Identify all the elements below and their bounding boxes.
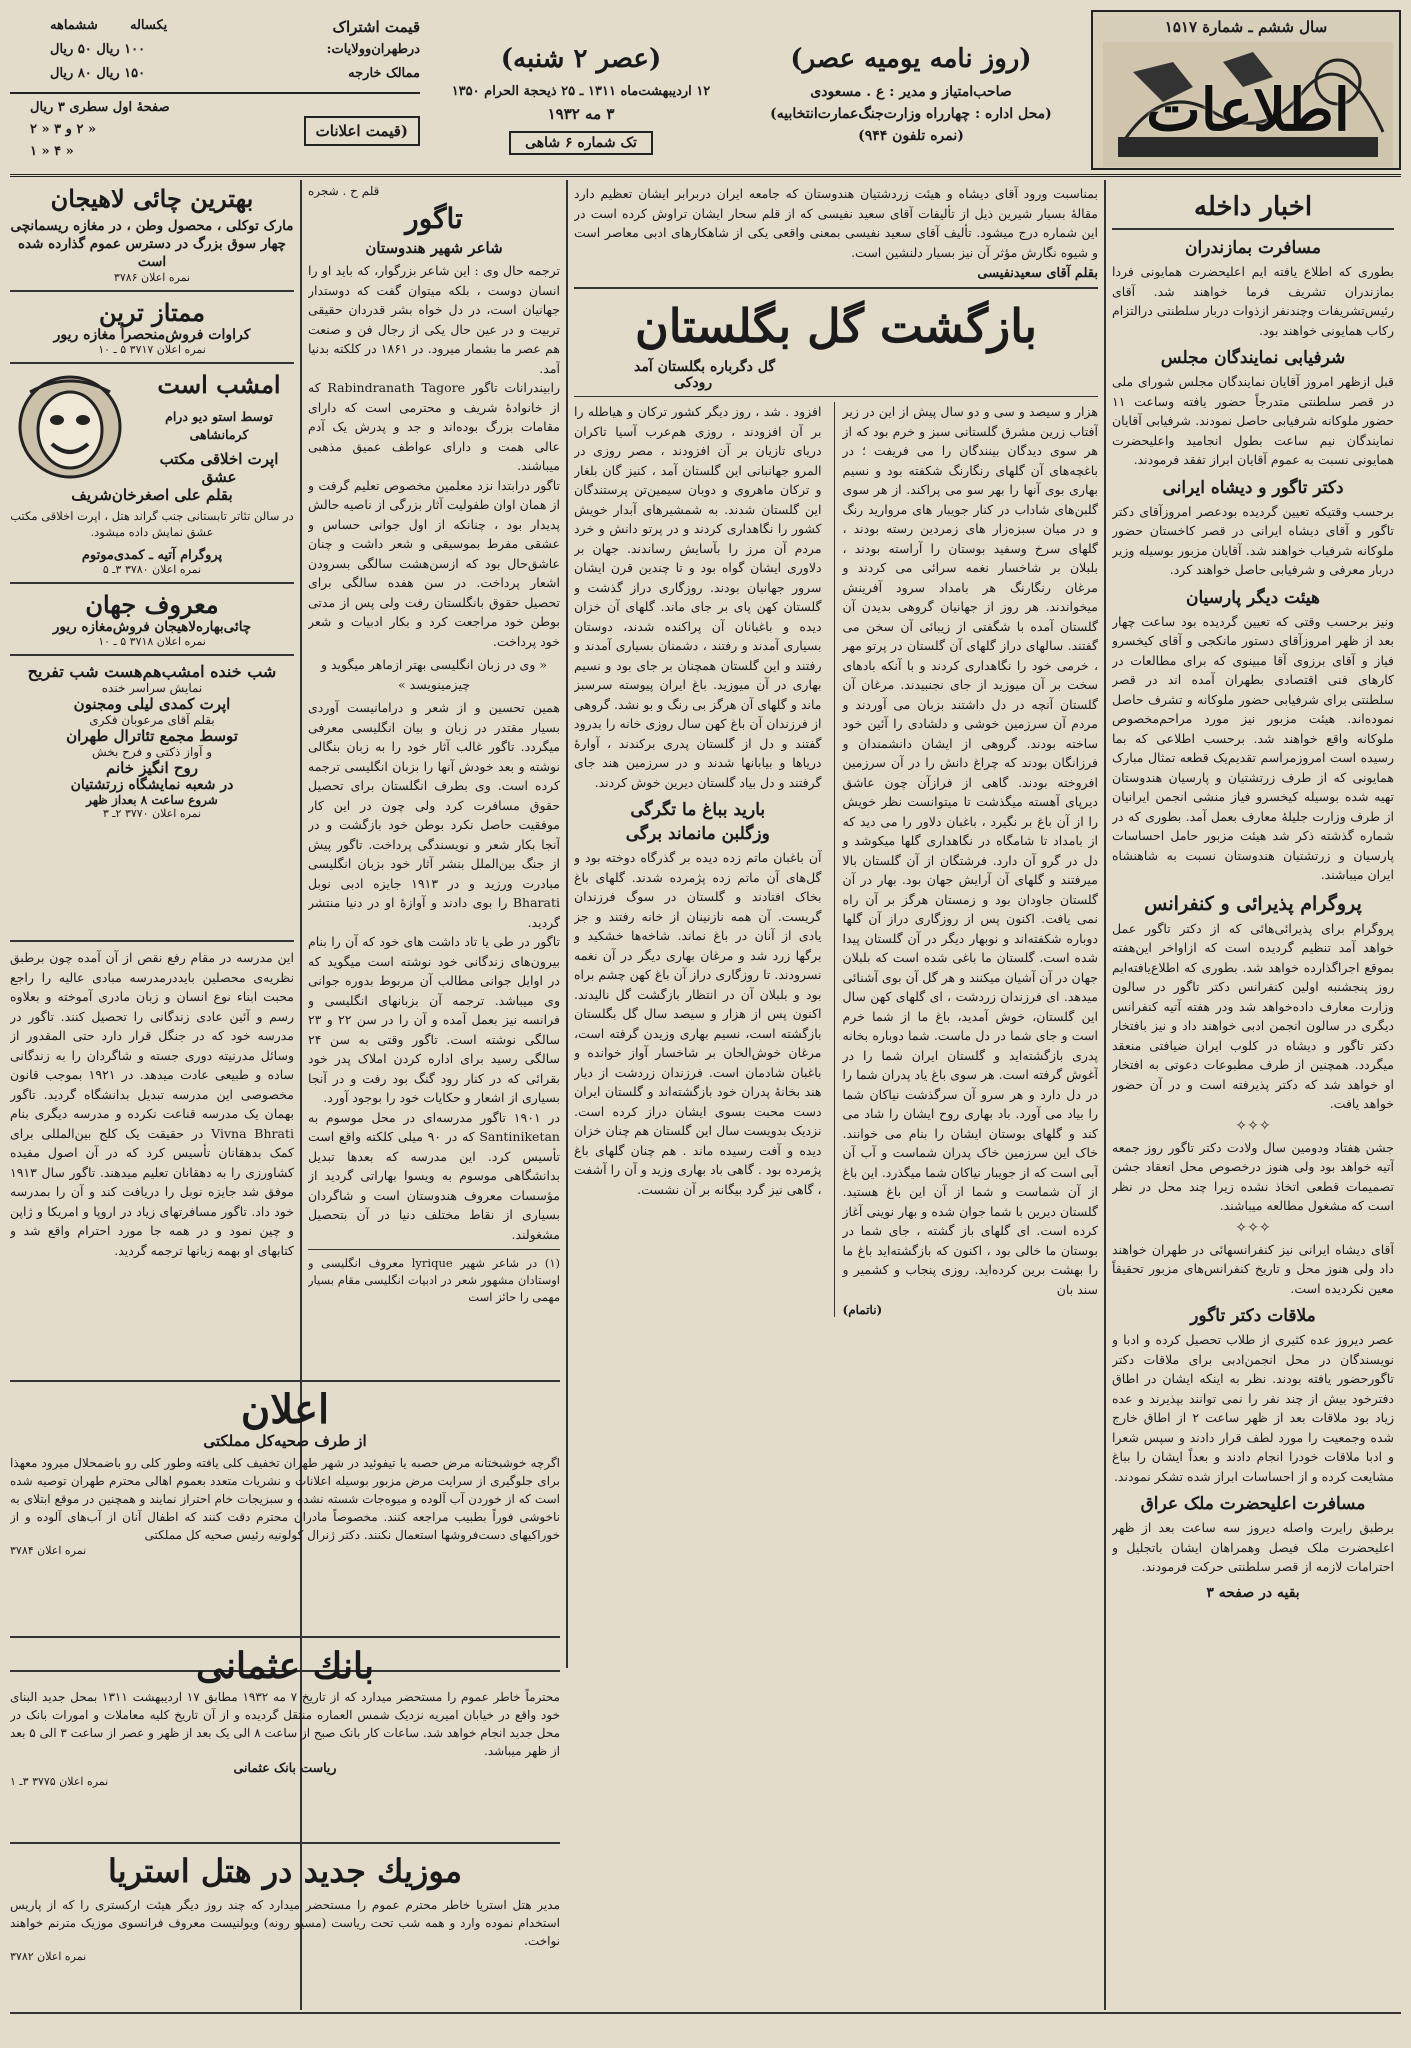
ads-price-row1: صفحهٔ اول سطری ۳ ریال	[30, 100, 170, 115]
tagore-text5: تاگور در طی یا تاد داشت های خود که آن را بنام بیرون‌های زندگانی خود نوشته است میگوید که در اوایل جوانی مطالب آن مربوط بدوره جوانی وی میباشد. ترجمه آن بزبانهای انگلیسی و فرانسه نیز بعمل آمده و آن را در سن ۲۲ و ۲۳ سالگی نوشته است. تاگور وقتی به سن ۲۴ سالگی رسید برای اداره کردن املاک پدر خود بقرائی که در کنار رود گنگ بود رفت و در آنجا بسیاری از اشعار و حکایات خود را بوجود آورد.	[308, 934, 560, 1105]
main-col1-text2: آن باغبان ماتم زده دیده بر گذرگاه دوخته بود و گل‌های آن ماتم زده پژمرده شدند. گلهای باغ بخاک افتادند و گلستان در سوگ فرزندان گریست. آن همه نازنینان از خانه رفتند و جز یادی از آنان در باغ نماند. شاخه‌ها خشکید و برگها زرد شد و مرغان بهاری دیگر در آن نغمه نسرودند. تا روزگاری دراز آن باغ کهن چشم براه بود و بلبلان آن در انتظار بازگشت گل نالیدند. اکنون پس از هزار و سیصد سال گل بگلستان بازگشته است، نسیم بهاری وزیدن گرفته است، مرغان خوش‌الحان بر شاخسار آواز خوانده و باغبان شادمان است. فرزندان زردشت از دیار هند بخانهٔ پدران خود بازگشته‌اند و گلستان ایران دست محبت بسوی ایشان دراز کرده است. نزدیک بدویست سال این گلستان هم چنان خزان دیده و آفت رسیده ماند . هم چنان گلهای باغ پژمرده بود . گاهی باد بهاری وزید و آن را آشفت ، گاهی نیز گرد بیگانه بر آن نشست.	[574, 850, 822, 1197]
phone: (نمره تلفون ۹۴۴)	[858, 128, 964, 144]
night-line-5: و آواز ذکتی و فرح بخش	[91, 745, 213, 759]
s3-head: دکتر تاگور و دیشاه ایرانی	[1162, 477, 1344, 498]
main-col1-text: افزود . شد ، روز دیگر کشور ترکان و هیاطله را بر آن افزودند ، روزی هم‌عرب آسیا تاکران دریای تازیان بر آن افزودند ، مصر روزی در المرو جهانبانی این گلستان آمد ، کنیز گان بلغار و ترکان ماهروی و دوبان سیمین‌تن پرستندگان این گلستان شدند. به شمشیرهای آبدار خویش کشور را نگاهداری کردند و در پرتو دانش و خرد مردم آن مرز را بآسایش رساندند. جهان بر دلاوری ایشان گواه بود و تا چندین قرن ایشان سرور جهانیان بودند. روزگاری دراز گذشت و گلستان کهن پای بر جای ماند. گلهای آن خزان دیده و باغبانان آن پراکنده شدند، دوستان بسیاری آمدند و رفتند ، دشمنان بسیاری آمدند و رفتند و این گلستان همچنان بر جای بود و نسیم بهاری در آن میوزید. باغ ایران پیوسته سرسبز ماند و گلهای آن هرگز بی رنگ و بو نشد. گروهی از فرزندان آن باغ کهن سال روزی خانه را بدرود گفتند و دل از گلستان پدری برکندند ، آوارهٔ دریاها و بیابانها شدند و در سرزمین هند جای گرفتند و دل بیاد گلستان دیرین خوش کردند.	[574, 404, 822, 790]
health-notice	[10, 1380, 560, 1630]
s4-head: هیئت دیگر پارسیان	[1186, 587, 1320, 608]
continued-note: بقیه در صفحه ۳	[1206, 1584, 1300, 1601]
edition: (عصر ۲ شنبه)	[500, 44, 662, 74]
famous-title: معروف جهان	[85, 590, 219, 619]
main-col-right	[834, 402, 1098, 1317]
date-persian: ۱۲ اردیبهشت‌ماه ۱۳۱۱ ـ ۲۵ ذیحجة الحرام ۱۳۵۰	[451, 84, 711, 99]
s9-body: برطبق رایرت واصله دیروز سه ساعت بعد از ظهر اعلیحضرت ملک فیصل وهمراهان ایشان باتجلیل و احترامات لازمه از قصر سلطنتی حرکت فرمودند.	[1112, 1520, 1394, 1574]
s4-body: ونیز برحسب وقتی که تعیین گردیده بود ساعت چهار بعد از ظهر امروزآقای دستور مانکجی و آقای کیخسرو فیاز و آقای برزوی آقا مبینوی که برای مطالعات در کارهای فنی اقتصادی بطهران آمده اند در قصر سلطنتی برای شرفیابی حضور ملوکانه و تشرف حاصل نموده‌اند. هیئت مزبور نیز مورد مراحم‌مخصوص ملوکانه واقع خواهند شد. برحسب اطلاعی که بما رسیده است امروزمراسم تقدیم‌یک قطعه تمثال مبارک همایونی که از طرف زرتشتیان و پارسیان هندوستان تهیه شده بوسیله کیخسرو فیاز منشی انجمن ایرانیان از طرف وزارت جلیلهٔ معارف بعمل آمد. بطوری که در شماره گذشته ذکر شد هیئت مزبور حامل احساسات پارسیان و زرتشتیان هندوستان نسبت به شاهنشاه ایران میباشند.	[1112, 613, 1394, 882]
music-title: موزیك جدید در هتل استریا	[108, 1852, 462, 1890]
tagore-text4: همین تحسین و از شعر و درامانیست آوردی بسیار مقتدر در زبان و بیان انگلیسی معرفی میگردد. تاگور غالب آثار خود را به زبان بنگالی نوشته و بعد خودش آنها را بزبان انگلیسی ترجمه کرده است. وی بطرف انگلستان برای تحصیل حقوق مسافرت کرد ولی چون در این کار موفقیت حاصل نکرد بوطن خود بازگشت و در آنجا بکار شعر و نویسندگی پرداخت. تاگور پیش از جنگ بین‌الملل بنشر آثار خود بزبان انگلیسی مبادرت ورزید و در ۱۹۱۳ جایزه ادبی نوبل Bharati را بوی دادند و آوازهٔ او در دنیا منتشر گردید.	[308, 700, 560, 930]
bank-ad	[10, 1636, 560, 1836]
stars-divider-1: ✧✧✧	[1235, 1117, 1271, 1134]
bank-sign: ریاست بانک عثمانی	[233, 1760, 337, 1775]
music-num: نمره اعلان ۳۷۸۲	[10, 1950, 87, 1963]
paper-subtitle: (روز نامه یومیه عصر)	[790, 44, 1032, 74]
date-gregorian: ۳ مه ۱۹۳۲	[547, 105, 615, 123]
sub-row2-vals: ۱۵۰ ریال ۸۰ ریال	[50, 66, 146, 81]
sub-row1-label: درطهران‌وولایات:	[326, 42, 420, 57]
notice-num: نمره اعلان ۳۷۸۴	[10, 1544, 87, 1557]
single-price: تک شماره ۶ شاهی	[509, 131, 653, 155]
tie-body: کراوات فروش‌منحصراً مغازه ریور	[53, 327, 251, 343]
night-title: شب خنده امشب‌هم‌هست شب تفریح	[27, 662, 277, 681]
ads-price-row2: « ۲ و ۳ « ۲	[30, 122, 97, 137]
notice-title: اعلان	[240, 1386, 330, 1433]
s6-body: جشن هفتاد ودومین سال ولادت دکتر تاگور روز جمعه آتیه خواهد بود ولی هنوز درخصوص محل انعقاد جشن تصمیمات قطعی اتخاذ نشده زیرا چند محل در نظر است که مشغول مطالعه میباشند.	[1112, 1139, 1394, 1213]
bank-body: محترماً خاطر عموم را مستحضر میدارد که از تاریخ ۷ مه ۱۹۳۲ مطابق ۱۷ اردیبهشت ۱۳۱۱ بمحل جدید البنای خود واقع در خیابان امیریه نزدیک شمس العماره منتقل گردیده و از آن تاریخ کلیه معاملات و امورات بانک در محل جدید انجام خواهد شد. ساعات کار بانک صبح از ساعت ۸ الی یک بعد از ظهر و عصر از ساعت ۳ الی ۵ بعد از ظهر میباشد.	[10, 1690, 560, 1758]
tie-num: نمره اعلان ۳۷۱۷ ۵ ـ ۱۰	[98, 343, 206, 356]
s5-body: پروگرام برای پذیرائی‌هائی که از دکتر تاگور عمل خواهد آمد تنظیم گردیده است که ازاواخر این‌هفته بموقع اجراگذارده خواهد شد. بطوری که اطلاع‌یافته‌ایم روز پنجشنبه اولین کنفرانس دکتر تاگور در سالون وزارت معارف داده‌خواهد شد ودر هفته آتیه کنفرانس دیگری در سالون انجمن ادبی خواهند داد و نیز بافتخار دکتر تاگور و دیشاه در کلوب ایران ضیافتی منعقد میگردد. همچنین از طرف مطبوعات دعوتی به افتخار او خواهد شد که دکتر پذیرفته است و در آن حضور خواهد یافت.	[1112, 920, 1394, 1111]
s9-head: مسافرت اعلیحضرت ملک عراق	[1140, 1494, 1366, 1514]
main-title: بازگشت گل بگلستان	[634, 299, 1038, 353]
s1-head: مسافرت بمازندران	[1185, 238, 1321, 258]
main-intro: بمناسبت ورود آقای دیشاه و هیئت زردشتیان هندوستان که جامعه ایران دربرابر ایشان تعظیم دارد مقالهٔ بسیار شیرین ذیل از تألیفات آقای سعید نفیسی که از قلم سحار ایشان تراوش کرده است در این شماره درج میشود. تألیف آقای سعید نفیسی بمعنی واقعی یکی از شاهکارهای ادبی معاصر است و شیوه نگارش مؤثر آن نیز بسیار دلنشین است.	[574, 186, 1098, 260]
famous-num: نمره اعلان ۳۷۱۸ ۵ ـ ۱۰	[98, 635, 206, 648]
show-body2: اپرت اخلاقی مکتب عشق	[159, 450, 279, 486]
night-line-2: اپرت کمدی لیلی ومجنون	[73, 695, 231, 713]
stars-divider-2: ✧✧✧	[1235, 1219, 1271, 1236]
sub-head-year: یکساله	[130, 18, 168, 33]
show-body3: در سالن تئاتر تابستانی جنب گراند هتل ، اپرت اخلاقی مکتب عشق نمایش داده میشود.	[10, 509, 294, 539]
notice-body: اگرچه خوشبختانه مرض حصبه یا تیفوئید در شهر طهران تخفیف کلی یافته وطور کلی رو باضمحلال میرود معهذا برای جلوگیری از سرایت مرض مزبور بوسیله اعلانات و نشریات متعدد بعموم اهالی محترم طهران توصیه شده است که از خوردن آب آلوده و میوه‌جات شسته نشده و سبزیجات خام احتراز نمایند و همچنین در موقع ابتلای به ناخوشی فوراً بطبیب مراجعه کنند. مخصوصاً مادران محترم دقت کنند که اطفال آنان از آب‌های آلوده و از خوراکیهای دست‌فروشها استعمال نکنند. دکتر ژنرال کولونیه رئیس صحیه کل مملکتی	[10, 1456, 560, 1542]
s2-body: قبل ازظهر امروز آقایان نمایندگان مجلس شورای ملی در قصر سلطنتی متدرجاً حضور یافته وساعت ۱۱ حضور ملوکانه شرفیابی حاصل نمودند. شرفیابی آقایان نمایندگان نیم ساعت بطول انجامید واعلیحضرت همایونی نسبت به عموم آقایان ابراز تفقد فرمودند.	[1112, 374, 1394, 467]
ads-price-title: (قیمت اعلانات	[304, 116, 420, 146]
night-line-3: بقلم آقای مرعوبان فکری	[89, 713, 215, 727]
main-verse	[574, 359, 1098, 391]
sub-row1-vals: ۱۰۰ ریال ۵۰ ریال	[50, 42, 146, 57]
tagore-footnote: (۱) در شاعر شهیر lyrique معروف انگلیسی و اوستادان مشهور شعر در ادبیات انگلیسی مقام بسیار مهمی را حائز است	[308, 1256, 560, 1304]
tie-title: ممتاز ترین	[98, 298, 206, 327]
masthead	[10, 10, 1401, 178]
s8-head: ملاقات دکتر تاگور	[1190, 1306, 1316, 1326]
night-line-1: نمایش سراسر خنده	[101, 681, 203, 695]
show-program: پروگرام آتیه‌ ـ کمدی‌موتوم	[81, 548, 223, 563]
ads-column	[10, 184, 294, 934]
tagore-text2: رابیندرانات تاگور Rabindranath Tagore که از خانوادهٔ شریف و محترمی است که دارای مقامات بزرگ بوده‌اند و جد و پدرش یک آدم عالی همت و دارای عواطف عمیق مذهبی میباشند.	[308, 380, 560, 473]
ads-price-row3: « ۴ « ۱	[30, 144, 74, 159]
masthead-info	[741, 10, 1081, 170]
to-be-continued: (ناتمام)	[842, 1303, 883, 1317]
tagore-quote: « وی در زبان انگلیسی بهتر ازماهر میگوید و چیزمینویسد »	[320, 657, 547, 692]
col1-head: بارید بباغ ما تگرگی	[630, 800, 766, 820]
logo-text: اطلاعات	[1146, 76, 1350, 144]
tagore-text6: در ۱۹۰۱ تاگور مدرسه‌ای در محل موسوم به Santiniketan که در ۹۰ میلی کلکته واقع است تأسیس کرد. این مدرسه که بعدها تبدیل بدانشگاهی موسوم به ویسوا بهاراتی گردید از مؤسسات معروف هندوستان است و شاگردان بسیاری از نقاط مختلف دنیا در آن بتحصیل مشغولند.	[308, 1109, 560, 1242]
main-byline: بقلم آقای سعیدنفیسی	[977, 266, 1098, 281]
show-num: نمره اعلان ۳۷۸۰ ۳ـ ۵	[102, 563, 202, 576]
show-body1: توسط استو دیو درام کرمانشاهی	[165, 409, 273, 442]
notice-sub: از طرف صحیه‌کل مملکتی	[203, 1432, 367, 1450]
tagore-title: تاگور	[405, 202, 463, 235]
s7-body: آقای دیشاه ایرانی نیز کنفرانسهائی در طهران خواهند داد ولی هنوز محل و تاریخ کنفرانس‌های مزبور تحقیقاً معین نکردیده است.	[1112, 1241, 1394, 1296]
bank-num: نمره اعلان ۳۷۷۵ ۳ـ ۱	[10, 1775, 109, 1788]
night-line-7: در شعبه نمایشگاه زرتشتیان	[70, 777, 234, 793]
night-line-6: روح انگیز خانم	[105, 759, 199, 777]
main-col2-text: هزار و سیصد و سی و دو سال پیش از این در زیر آفتاب زرین مشرق گلستانی سبز و خرم بود که از هر سوی دیدگان بینندگان را می فریفت ؛ در باغچه‌های آن گلهای رنگارنگ شکفته بود و نسیم بهاری بوی آنها را بهر سو می پراکند. از هر سوی گلبن‌های شاداب در کنار جویبار های مروارید رنگ و در میان سبزه‌زار های زمردین رسته بودند ، گلهای سرخ وسفید بوستان را آراسته بودند ، بلبلان بر شاخسار نغمه سرائی می کردند و مرغان رنگارنگ هر بامداد سرود آفرینش میخواندند. هر روز از جهانیان گروهی بدیدن آن گلستان آمده با شگفتی از زیبائی آن سخن می گفتند. سالهای دراز گلهای آن گلستان در پرتو مهر ، خرمی خود را نگاهداری کردند و با آنکه بادهای سخت بر آن میوزید از جای نجنبیدند. مرغان آن گلستان آنچه در دل داشتند بزبان می آوردند و مردم آن سرزمین خوشی و دلشادی را آئین خود ساخته بودند. گروهی از ایشان دانشمندان و فرزانگان بودند که چراغ دانش را در آن سرزمین افروخته بودند. گاهی از فرازآن چون عاشق دیرپای آهسته میگذشت تا میتوانست نظر خویش را از آن باغ بر نگیرد ، باغبان دلاور را می دید که از بامداد تا شامگاه در نگاهداری گلها میکوشد و دل در گرو آن دارد. فرشتگان از آن گلستان بالا میرفتند و گلهای آن آرایش جهان بود. بهار در آن گلستان جاودان بود و زمستان هرگز بر آن راه نمی یافت. اکنون پس از روزگاری دراز آن گلها دوباره شکفته‌اند و نوبهار دیگر در آن گلستان پیدا شده است. گلستان ما باغی شده است که بلبلان جهان در آن آشیان میکنند و هر گل آن بوی آشنائی میدهد. ای فرزندان زردشت ، ای گلهای کهن سال این گلستان، خوش آمدید، باغ ما از شما خرم است و جای شما در دل ماست. شما دوباره بخانه پدری بازگشته‌اید و گلستان ایران شما را در آغوش گرفته است. هر سوی باغ یاد پدران شما را در دل دارد و هر سرو آن سرگذشت نیاکان شما را بیاد می آورد. باد بهاری روح ایشان را شاد می کند و گلهای بوستان ایشان را بنام می خوانند. خاک این سرزمین خاک پدران شماست و آب آن آبی است که از جویبار نیاکان شما میگذرد. این باغ از آن شماست و شما از آن این باغ هستید. گلستان دیرین با شما جوان شده و بهار نوینی آغاز کرده است. ای گلهای باز گشته ، جای شما در بوستان ما خالی بود ، اکنون که بازگشته‌اید باغ ما را بهشت برین کرده‌اید. روزی پنجاب و کشمیر و سند بان	[842, 404, 1098, 1297]
show-author: بقلم علی اصغرخان‌شریف	[71, 486, 233, 504]
s3-body: برحسب وقتیکه تعیین گردیده بودعصر امروزآقای دکتر تاگور و آقای دیشاه ایرانی در قصر کاخستان حضور ملوکانه شرفیاب خواهند شد. آقایان مزبور بوسیله وزیر دربار معرفی و شرفیابی حاصل خواهند کرد.	[1112, 503, 1394, 577]
tagore-subtitle: شاعر شهیر هندوستان	[365, 239, 503, 257]
night-line-4: توسط مجمع تئاترال طهران	[66, 727, 238, 745]
music-ad	[10, 1842, 560, 2010]
masthead-logo	[1091, 10, 1401, 170]
main-col-left	[574, 402, 822, 1317]
tea-num: نمره اعلان ۳۷۸۶	[113, 271, 191, 284]
col1-subhead: وزگلبن مانماند برگی	[625, 824, 770, 844]
school-text	[10, 940, 294, 1380]
domestic-news-title: اخبار داخله	[1193, 192, 1313, 222]
verse-poet: رودکی	[674, 375, 713, 391]
subscription-box	[10, 10, 420, 170]
masthead-date	[431, 10, 731, 170]
sub-row2-label: ممالک خارجه	[348, 66, 420, 81]
tea-body: مارک توکلی ، محصول وطن ، در مغازه ریسمانچی چهار سوق بزرگ در دسترس عموم گذارده شده است	[10, 218, 294, 270]
theater-mask-icon	[10, 372, 130, 482]
bank-title: بانك عثمانی	[195, 1645, 375, 1687]
s8-body: عصر دیروز عده کثیری از طلاب تحصیل کرده و ادبا و نویسندگان در محل انجمن‌ادبی برای ملاقات دکتر تاگورحضور یافته بودند. نظر به اینکه ایشان در اطاق دفترخود بیش از چند نفر را نمی توانند بپذیرند و عده زیاد بود ملاقات بعد از ظهر ساعت ۲ از اطاق خارج شده وجمعیت را مورد لطف قرار دادند و سپس شعرا و ادبا ملاقات خودرا انجام دادند و بعداً ایشان را بباغ مشایعت کرده و از احساسات ابراز شده تشکر نمودند.	[1112, 1332, 1394, 1484]
sub-head-six: ششماهه	[50, 18, 98, 33]
famous-body: چائی‌بهاره‌لاهیجان فروش‌مغازه ریور	[52, 619, 252, 635]
night-line-8: شروع ساعت ۸ بعداز ظهر	[86, 793, 218, 807]
verse-line: گل دگرباره بگلستان آمد	[634, 359, 776, 375]
office-address: (محل اداره : چهارراه وزارت‌جنگ‌عمارت‌انتخابیه)	[770, 106, 1052, 122]
tagore-text3: تاگور درابتدا نزد معلمین مخصوص تعلیم گرفت و از همان اوان طفولیت آثار بزرگی از ناصیه حالش پدیدار بود ، چنانکه از اول جوانی حساس و عشقی مفرط بموسیقی و شعر داشت و چنان عاشق‌حال بود که ازسن‌هشت سالگی بسرودن اشعار پرداخت. در سن هفده سالگی برای تحصیل حقوق بانگلستان رفت ولی پس از مدتی بوطن خود مراجعت کرد و بکار ادبیات و شعر خود پرداخت.	[308, 477, 560, 649]
tagore-note: قلم ح . شجره	[308, 184, 380, 198]
year-issue: سال ششم ـ شمارة ۱۵۱۷	[1164, 18, 1328, 36]
music-body: مدیر هتل استریا خاطر محترم عموم را مستحضر میدارد که چند روز دیگر هیئت ارکستری را که از پاریس استخدام نموده وارد و همه شب تحت ریاست (مسیو رونه) ویولنیست معروف فرانسوی موزیک مترنم خواهند نواخت.	[10, 1898, 560, 1948]
owner: صاحب‌امتیاز و مدیر : ع . مسعودی	[810, 84, 1012, 100]
domestic-news	[1112, 184, 1394, 2004]
main-article	[574, 184, 1098, 2004]
s5-head: پروگرام پذیرائی و کنفرانس	[1144, 892, 1362, 915]
tagore-text1: ترجمه حال وی : این شاعر بزرگوار، که باید او را انسان دوست ، بلکه میتوان گفت که دوستدار جهانیان است، در دل خواه بشر قدردان حقیقی تربیت و در عین حال یکی از رجال فن و صنعت هم‌ عصر ما بشمار میرود. در ۱۸۶۱ در کلکته بدنیا آمد.	[308, 263, 560, 376]
sub-title: قیمت اشتراک	[332, 18, 420, 36]
show-title: امشب است	[157, 370, 281, 399]
tea-title: بهترین چائی لاهیجان	[50, 184, 254, 213]
school-body: این مدرسه در مقام رفع نقص از آن آمده چون برطبق نظریه‌ی محصلین بایددرمدرسه مبادی عالیه را راجع محبت ابناء نوع انسان و زبان مادری آموخته و بعلاوه رسم و آئین عادی زندگانی را تحصیل کنند. تاگور در مدرسه خود که در جنگل قرار دارد حتی المقدور از وسائل مدرنیته دوری جسته و شاگردان را به زندگانی ساده و طبیعی عادت میدهد. در ۱۹۲۱ بموجب قانون مخصوصی این مدرسه تبدیل بدانشگاه گردید. تاگور بهمان یک مدرسه قناعت نکرده و مدرسه دیگری بنام Vivna Bhrati در حقیقت یک کلج بین‌المللی برای کمک بدهقانان تأسیس کرد که در آن اصول مفیده کشاورزی را به دهقانان تعلیم میدهند. تاگور سال ۱۹۱۳ موفق شد جایزه نوبل را دریافت کند و آن را بمدرسه خود داد. تاگور مسافرتهای زیاد در اروپا و امریکا و ژاپن و چین نمود و در همه جا مورد احترام واقع شد و کتابهای او بهمه زبانها ترجمه گردید.	[10, 950, 294, 1258]
s2-head: شرفیابی نمایندگان مجلس	[1160, 348, 1346, 368]
night-num: نمره اعلان ۳۷۷۰ ۲ـ ۳	[102, 807, 202, 820]
s1-body: بطوری که اطلاع یافته ایم اعلیحضرت همایونی فردا بمازندران تشریف فرما خواهند شد. آقای رئیس‌تشریفات وچندنفر ازذوات دربار سلطنتی درالتزام رکاب همایونی خواهند بود.	[1112, 264, 1394, 338]
